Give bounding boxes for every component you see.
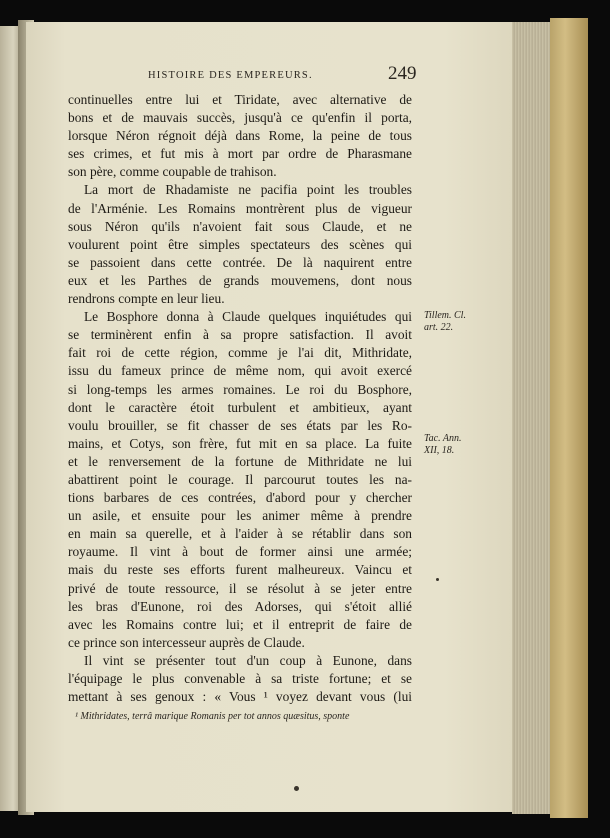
text-line: mettant à ses genoux : « Vous ¹ voyez devant vous (lui bbox=[68, 689, 412, 705]
text-line: ce prince son intercesseur auprès de Claude. bbox=[68, 634, 305, 650]
text-line: sous Néron qu'ils n'avoient fait sous Claude, et ne bbox=[68, 218, 412, 234]
body-text bbox=[68, 91, 412, 706]
text-line: si long-temps les armes romaines. Le roi du Bosphore, bbox=[68, 381, 412, 397]
text-line: dont le caractère étoit turbulent et ambitieux, ayant bbox=[68, 399, 412, 415]
text-line: Le Bosphore donna à Claude quelques inquiétudes qui bbox=[84, 309, 412, 325]
text-line: eux et les Parthes de grands mouvemens, dont nous bbox=[68, 272, 412, 288]
text-line: l'équipage le plus convenable à sa triste fortune; et se bbox=[68, 671, 412, 686]
text-line: de l'Arménie. Les Romains montrèrent plus de vigueur bbox=[68, 200, 412, 216]
text-line: Il vint se présenter tout d'un coup à Eunone, dans bbox=[84, 652, 412, 668]
text-line: son père, comme coupable de trahison. bbox=[68, 164, 277, 180]
book-cover-edge bbox=[550, 18, 588, 818]
text-line: se terminèrent enfin à sa propre satisfaction. Il avoit bbox=[68, 327, 412, 343]
margin-note-line: XII, 18. bbox=[424, 445, 455, 456]
running-title: HISTOIRE DES EMPEREURS. bbox=[148, 70, 313, 81]
page-edges bbox=[512, 22, 554, 814]
footnote: ¹ Mithridates, terrâ marique Romanis per tot annos quæsitus, sponte bbox=[75, 711, 350, 722]
text-line: tions barbares de ces contrées, d'abord pour y chercher bbox=[68, 490, 412, 506]
text-line: avec les Romains contre lui; et il entreprit de faire de bbox=[68, 616, 412, 632]
text-line: voulurent point être simples spectateurs des scènes qui bbox=[68, 236, 412, 252]
text-line: privé de toute ressource, il se résolut à se jeter entre bbox=[68, 580, 412, 596]
margin-note-line: Tillem. Cl. bbox=[424, 310, 466, 321]
margin-note-line: art. 22. bbox=[424, 322, 454, 333]
text-line: se passoient dans cette contrée. De là naquirent entre bbox=[68, 254, 412, 270]
ink-speck bbox=[294, 786, 299, 791]
margin-note-tillemont bbox=[424, 310, 466, 334]
text-line: abattirent point le courage. Il parcourut toutes les na- bbox=[68, 471, 412, 487]
text-line: un asile, et ensuite pour les animer même à prendre bbox=[68, 508, 412, 524]
text-line: royaume. Il vint à bout de former ainsi une armée; bbox=[68, 544, 412, 560]
text-line: mains, et Cotys, son frère, fut mit en sa place. La fuite bbox=[68, 435, 412, 451]
text-line: rendrons compte en leur lieu. bbox=[68, 291, 225, 307]
text-line: issu du fameux prince de même nom, qui avoit exercé bbox=[68, 363, 412, 379]
page-number: 249 bbox=[388, 63, 417, 84]
text-line: les bras d'Eunone, roi des Adorses, qui s'étoit allié bbox=[68, 598, 412, 614]
ink-speck bbox=[436, 578, 439, 581]
text-line: en main sa querelle, et à l'aider à se rétablir dans son bbox=[68, 526, 412, 542]
text-line: bons et de mauvais succès, jusqu'à ce qu'enfin il porta, bbox=[68, 110, 412, 126]
text-line: voulu brouiller, se fit chasser de ses états par les Ro- bbox=[68, 417, 412, 433]
text-line: lorsque Néron régnoit déjà dans Rome, la peine de tous bbox=[68, 128, 412, 144]
margin-note-line: Tac. Ann. bbox=[424, 433, 462, 444]
text-line: ses crimes, et fut mis à mort par ordre de Pharasmane bbox=[68, 146, 412, 162]
margin-note-tacitus bbox=[424, 433, 462, 457]
text-line: fait roi de cette région, comme je l'ai dit, Mithridate, bbox=[68, 345, 412, 361]
text-line: continuelles entre lui et Tiridate, avec alternative de bbox=[68, 92, 412, 107]
text-line: mais du reste ses efforts furent malheureux. Vaincu et bbox=[68, 562, 412, 578]
text-line: et le renversement de la fortune de Mithridate ne lui bbox=[68, 453, 412, 469]
text-line: La mort de Rhadamiste ne pacifia point les troubles bbox=[84, 182, 412, 198]
